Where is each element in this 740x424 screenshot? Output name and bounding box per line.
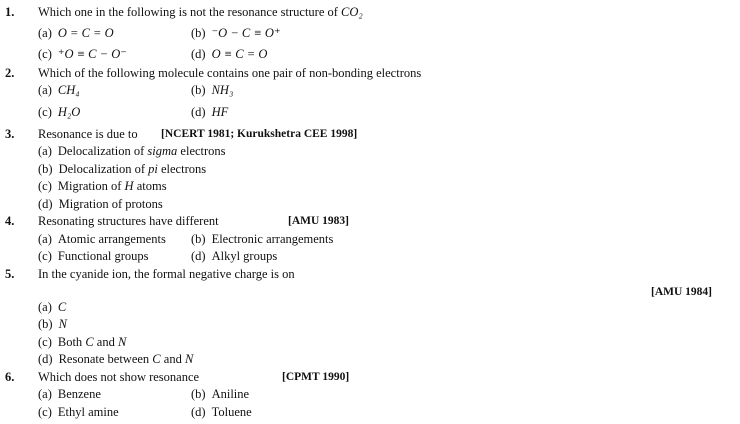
option-6c[interactable]: (c) Ethyl amine xyxy=(38,405,119,419)
question-stem: Which does not show resonance xyxy=(38,370,200,384)
question-stem: Resonance is due to xyxy=(38,127,138,141)
option-3c[interactable]: (c) Migration of H atoms xyxy=(38,179,167,193)
option-2a[interactable]: (a) CH₄ xyxy=(38,83,80,97)
question-stem: In the cyanide ion, the formal negative charge is on xyxy=(38,267,295,281)
question-number: 1. xyxy=(5,5,15,19)
exam-reference: [CPMT 1990] xyxy=(282,371,350,383)
option-3b[interactable]: (b) Delocalization of pi electrons xyxy=(38,162,207,176)
option-5b[interactable]: (b) N xyxy=(38,317,67,331)
option-5d[interactable]: (d) Resonate between C and N xyxy=(38,352,194,366)
option-6a[interactable]: (a) Benzene xyxy=(38,387,101,401)
question-stem: Which one in the following is not the resonance structure of CO₂ xyxy=(38,5,363,19)
option-5a[interactable]: (a) C xyxy=(38,300,67,314)
option-3d[interactable]: (d) Migration of protons xyxy=(38,197,163,211)
question-number: 3. xyxy=(5,127,15,141)
formula: CO₂ xyxy=(341,5,363,19)
option-2c[interactable]: (c) H₂O xyxy=(38,105,81,119)
option-1b[interactable]: (b) ⁻O − C ≡ O⁺ xyxy=(191,26,281,40)
option-5c[interactable]: (c) Both C and N xyxy=(38,335,127,349)
exam-reference: [AMU 1983] xyxy=(288,215,349,227)
option-1c[interactable]: (c) ⁺O ≡ C − O⁻ xyxy=(38,47,127,61)
option-6b[interactable]: (b) Aniline xyxy=(191,387,250,401)
option-3a[interactable]: (a) Delocalization of sigma electrons xyxy=(38,144,226,158)
option-2d[interactable]: (d) HF xyxy=(191,105,229,119)
exam-reference: [NCERT 1981; Kurukshetra CEE 1998] xyxy=(161,128,358,140)
question-stem: Which of the following molecule contains one pair of non-bonding electrons xyxy=(38,66,422,80)
question-number: 4. xyxy=(5,214,15,228)
option-1a[interactable]: (a) O = C = O xyxy=(38,26,114,40)
option-4c[interactable]: (c) Functional groups xyxy=(38,249,149,263)
option-4b[interactable]: (b) Electronic arrangements xyxy=(191,232,334,246)
question-number: 5. xyxy=(5,267,15,281)
exam-reference: [AMU 1984] xyxy=(651,286,712,298)
option-6d[interactable]: (d) Toluene xyxy=(191,405,252,419)
option-2b[interactable]: (b) NH₃ xyxy=(191,83,234,97)
question-number: 6. xyxy=(5,370,15,384)
option-1d[interactable]: (d) O ≡ C = O xyxy=(191,47,268,61)
option-4d[interactable]: (d) Alkyl groups xyxy=(191,249,278,263)
question-number: 2. xyxy=(5,66,15,80)
question-stem: Resonating structures have different xyxy=(38,214,219,228)
option-4a[interactable]: (a) Atomic arrangements xyxy=(38,232,166,246)
